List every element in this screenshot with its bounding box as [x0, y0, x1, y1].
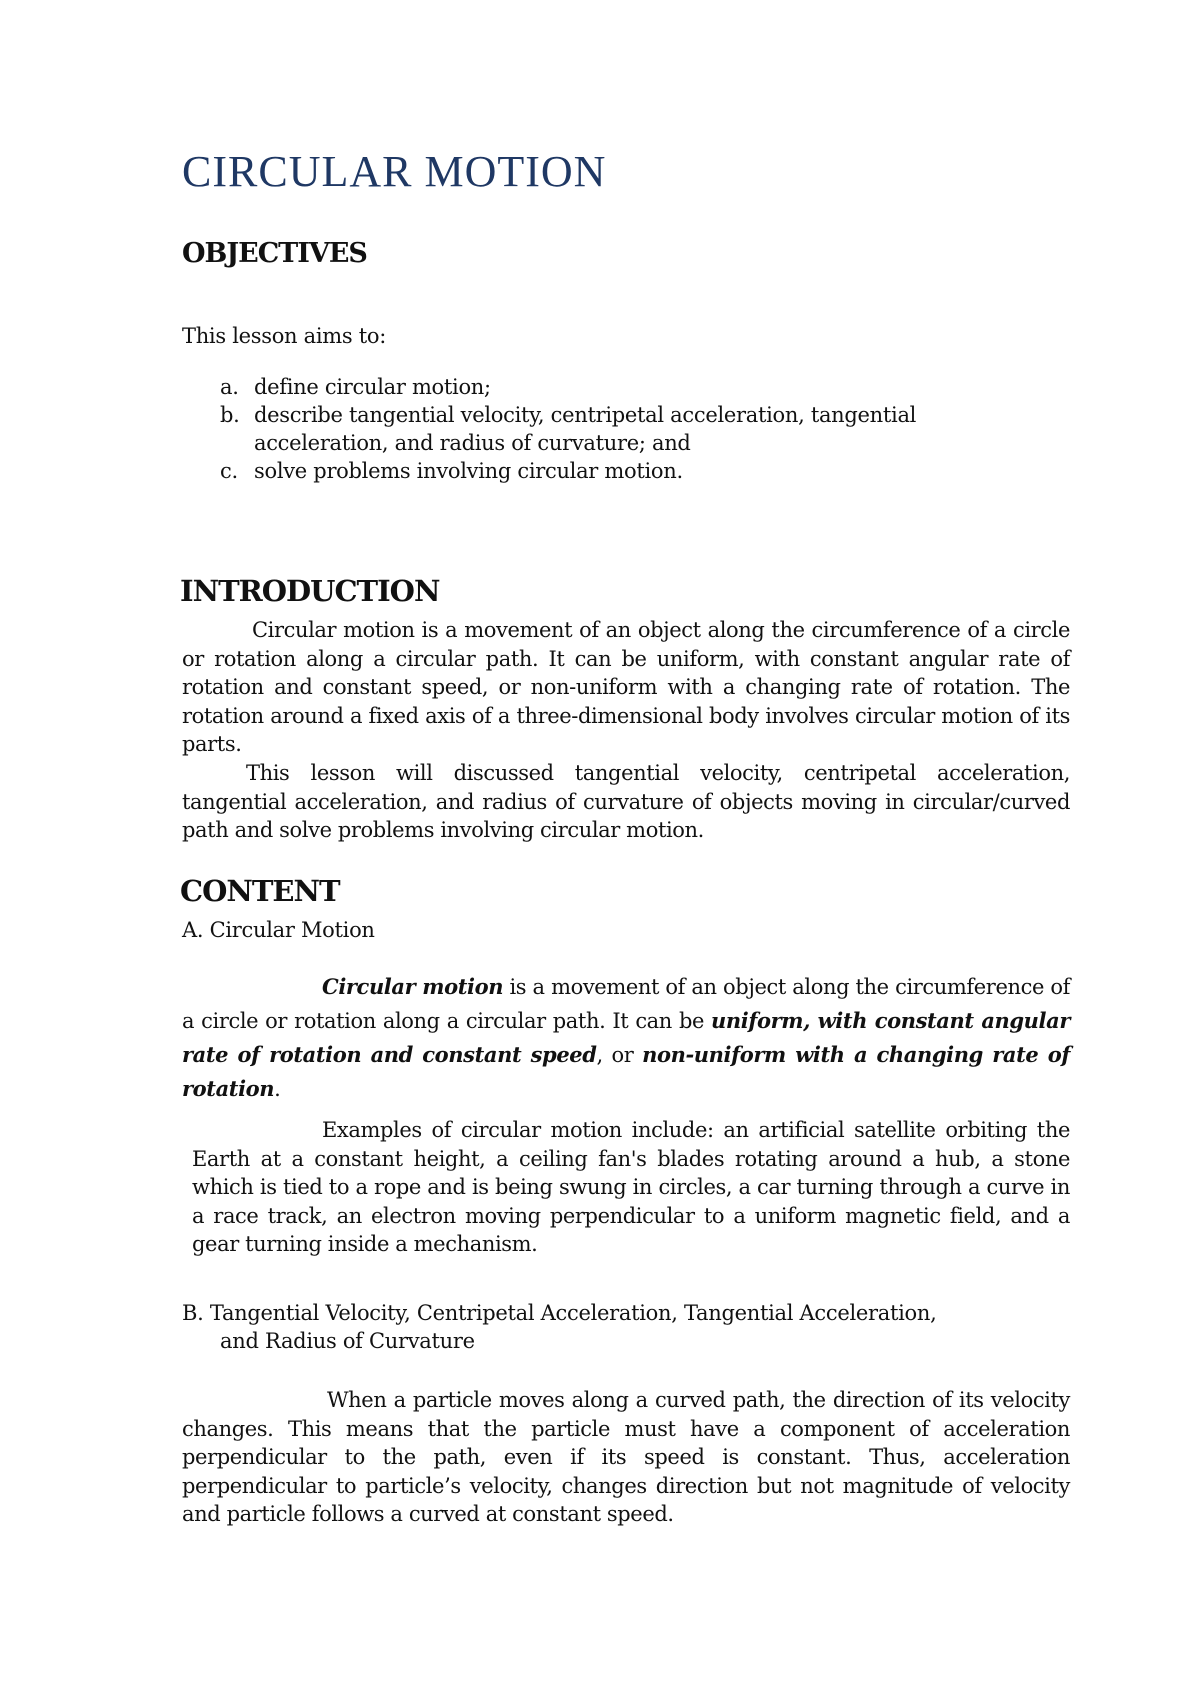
- list-item: [220, 457, 1050, 485]
- objectives-list: [220, 373, 1050, 485]
- section-b-title-line-2: and Radius of Curvature: [220, 1329, 475, 1353]
- section-a-title: A. Circular Motion: [182, 918, 375, 942]
- list-marker: c.: [220, 459, 238, 483]
- circular-motion-definition: [182, 970, 1070, 1106]
- objectives-intro: This lesson aims to:: [182, 324, 387, 348]
- definition-end: .: [274, 1077, 281, 1101]
- definition-mid: , or: [596, 1043, 643, 1067]
- definition-text: is a movement of an object along the circumference of a circle or rotation along a circular path. It can be: [182, 975, 1070, 1033]
- list-item-text: describe tangential velocity, centripetal acceleration, tangential acceleration, and radius of curvature; and: [254, 403, 917, 455]
- list-item-text: define circular motion;: [254, 375, 491, 399]
- list-marker: b.: [220, 403, 240, 427]
- introduction-paragraph-2: This lesson will discussed tangential velocity, centripetal acceleration, tangential acceleration, and radius of curvature of objects moving in circular/curved path and solve problems involving circular motion.: [182, 761, 1070, 842]
- introduction-heading: INTRODUCTION: [180, 574, 440, 608]
- list-item-text: solve problems involving circular motion.: [254, 459, 683, 483]
- definition-term: Circular motion: [322, 974, 504, 999]
- definition-nonuniform: non-uniform with a changing rate of rotation: [182, 1042, 1070, 1101]
- list-marker: a.: [220, 375, 239, 399]
- page-title: CIRCULAR MOTION: [182, 147, 607, 196]
- list-item: [220, 401, 1034, 457]
- list-item: [220, 373, 1050, 401]
- introduction-paragraph-1: Circular motion is a movement of an object along the circumference of a circle or rotation along a circular path. It can be uniform, with constant angular rate of rotation and constant speed, or non-uniform with a changing rate of rotation. The rotation around a fixed axis of a three-dimensional body involves circular motion of its parts.: [182, 618, 1070, 756]
- definition-uniform: uniform, with constant angular rate of rotation and constant speed: [182, 1008, 1070, 1067]
- objectives-heading: OBJECTIVES: [182, 238, 367, 269]
- section-b-paragraph: When a particle moves along a curved path, the direction of its velocity changes. This means that the particle must have a component of acceleration perpendicular to the path, even if its speed is constant. Thus, acceleration perpendicular to particle’s velocity, changes direction but not magnitude of velocity and particle follows a curved at constant speed.: [182, 1388, 1070, 1526]
- examples-paragraph: Examples of circular motion include: an artificial satellite orbiting the Earth at a constant height, a ceiling fan's blades rotating around a hub, a stone which is tied to a rope and is being swung in circles, a car turning through a curve in a race track, an electron moving perpendicular to a uniform magnetic field, and a gear turning inside a mechanism.: [192, 1118, 1070, 1256]
- section-b-title-line-1: B. Tangential Velocity, Centripetal Acceleration, Tangential Acceleration,: [182, 1301, 937, 1325]
- content-heading: CONTENT: [180, 874, 340, 908]
